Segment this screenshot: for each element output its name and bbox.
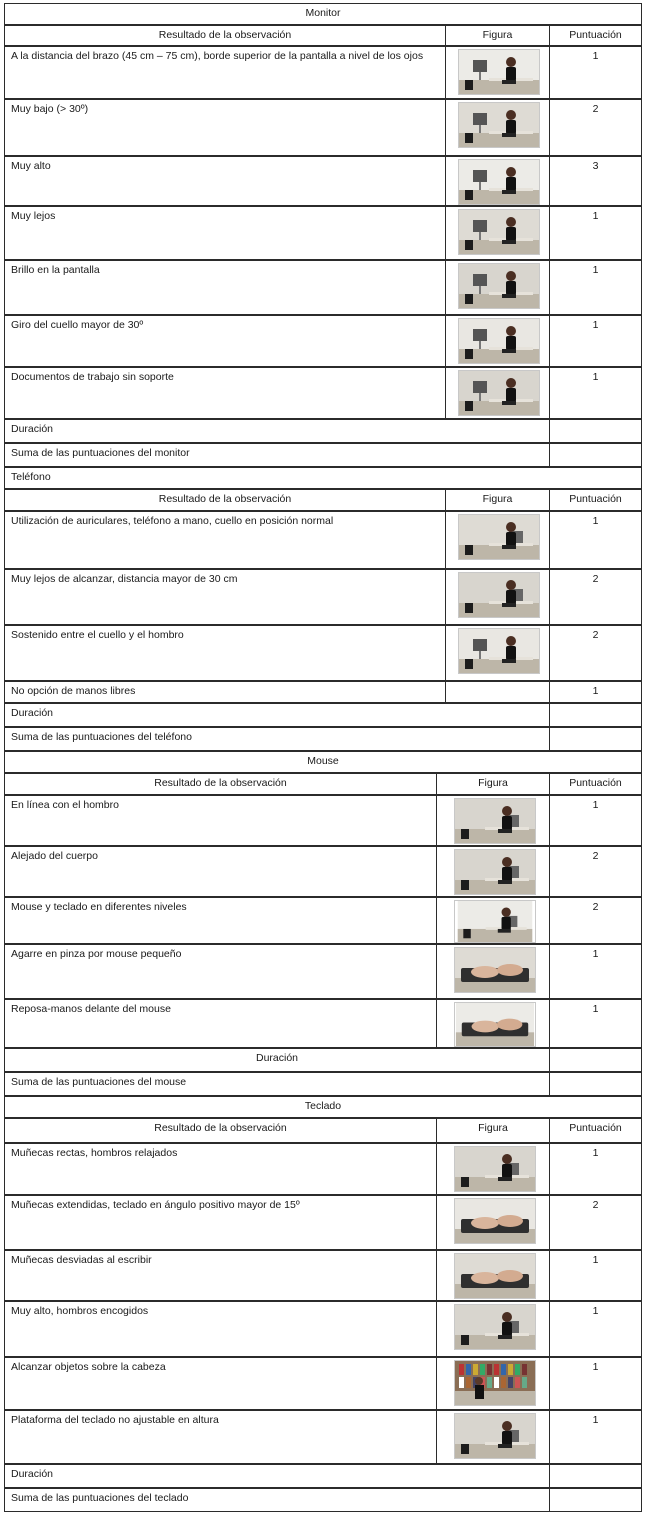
observation-text: Agarre en pinza por mouse pequeño [11, 948, 182, 960]
header-figure-text: Figura [482, 29, 513, 41]
figure-photo [458, 102, 540, 148]
score-value: 1 [592, 371, 599, 383]
table-row [4, 1195, 641, 1250]
table-row [4, 511, 641, 569]
figure-cell [445, 569, 550, 625]
observation-cell [4, 315, 446, 367]
score-value: 2 [592, 901, 599, 913]
observation-text: Reposa-manos delante del mouse [11, 1003, 171, 1015]
figure-cell [445, 681, 550, 703]
observation-cell [4, 1301, 437, 1357]
sum-text: Suma de las puntuaciones del mouse [11, 1076, 187, 1088]
observation-cell [4, 367, 446, 419]
figure-photo [454, 1253, 536, 1299]
observation-cell [4, 260, 446, 315]
sum-row [4, 443, 641, 467]
score-cell [549, 1301, 642, 1357]
table-row [4, 99, 641, 156]
score-value: 1 [592, 50, 599, 62]
section-title-text: Teléfono [11, 471, 51, 483]
score-cell [549, 1410, 642, 1464]
figure-cell [445, 625, 550, 681]
figure-photo [458, 628, 540, 674]
observation-cell [4, 1195, 437, 1250]
figure-photo [458, 318, 540, 364]
figure-photo [454, 947, 536, 993]
column-header-row [4, 1118, 641, 1143]
score-cell [549, 206, 642, 260]
figure-photo [458, 370, 540, 416]
observation-text: Giro del cuello mayor de 30º [11, 319, 144, 331]
column-header-row [4, 489, 641, 511]
score-value: 2 [592, 1199, 599, 1211]
column-header-row [4, 25, 641, 46]
score-value: 1 [592, 1305, 599, 1317]
observation-cell [4, 206, 446, 260]
score-value: 1 [592, 685, 599, 697]
header-score [549, 773, 642, 795]
header-observation-text: Resultado de la observación [154, 777, 287, 789]
score-value: 1 [592, 1003, 599, 1015]
observation-cell [4, 156, 446, 206]
observation-cell [4, 569, 446, 625]
table-row [4, 846, 641, 897]
sum-row [4, 1072, 641, 1096]
figure-photo [454, 1002, 536, 1047]
score-cell [549, 1143, 642, 1195]
observation-text: Muy bajo (> 30º) [11, 103, 89, 115]
header-observation-text: Resultado de la observación [154, 1122, 287, 1134]
observation-text: Muñecas rectas, hombros relajados [11, 1147, 178, 1159]
table-row [4, 46, 641, 99]
figure-cell [436, 1301, 550, 1357]
observation-text: Utilización de auriculares, teléfono a mano, cuello en posición normal [11, 515, 334, 527]
header-figure [445, 489, 550, 511]
duration-value-cell [549, 419, 642, 443]
section-title [4, 1096, 642, 1118]
figure-cell [445, 46, 550, 99]
score-cell [549, 156, 642, 206]
score-cell [549, 315, 642, 367]
score-cell [549, 1195, 642, 1250]
duration-label [4, 1464, 550, 1488]
figure-cell [445, 511, 550, 569]
duration-value-cell [549, 1464, 642, 1488]
section-title-text: Monitor [305, 7, 341, 19]
sum-row [4, 1488, 641, 1512]
section-title-row [4, 751, 641, 773]
table-row [4, 1143, 641, 1195]
header-observation-text: Resultado de la observación [158, 29, 292, 41]
section-title-row [4, 3, 641, 25]
figure-cell [436, 1195, 550, 1250]
figure-cell [445, 99, 550, 156]
score-cell [549, 625, 642, 681]
table-row [4, 315, 641, 367]
observation-text: Muy alto [11, 160, 51, 172]
figure-photo [458, 49, 540, 95]
figure-cell [436, 1143, 550, 1195]
duration-label [4, 1048, 550, 1072]
table-row [4, 1357, 641, 1410]
table-row [4, 897, 641, 944]
score-value: 1 [592, 1361, 599, 1373]
score-value: 1 [592, 799, 599, 811]
header-figure [436, 773, 550, 795]
score-value: 1 [592, 264, 599, 276]
observation-text: No opción de manos libres [11, 685, 136, 697]
score-cell [549, 511, 642, 569]
figure-cell [436, 897, 550, 944]
column-header-row [4, 773, 641, 795]
sum-value-cell [549, 1072, 642, 1096]
observation-cell [4, 795, 437, 846]
duration-label [4, 419, 550, 443]
table-row [4, 999, 641, 1048]
score-value: 1 [592, 1414, 599, 1426]
table-row [4, 569, 641, 625]
score-value: 1 [592, 210, 599, 222]
observation-text: Muy alto, hombros encogidos [11, 1305, 149, 1317]
observation-cell [4, 897, 437, 944]
sum-text: Suma de las puntuaciones del teclado [11, 1492, 189, 1504]
score-cell [549, 897, 642, 944]
table-row [4, 795, 641, 846]
figure-cell [436, 1357, 550, 1410]
score-cell [549, 944, 642, 999]
sum-value-cell [549, 727, 642, 751]
figure-photo [454, 849, 536, 895]
score-cell [549, 681, 642, 703]
duration-text: Duración [11, 1468, 54, 1480]
figure-cell [436, 846, 550, 897]
duration-value-cell [549, 1048, 642, 1072]
figure-photo [458, 159, 540, 205]
score-value: 2 [592, 850, 599, 862]
figure-cell [436, 999, 550, 1048]
table-row [4, 625, 641, 681]
score-cell [549, 367, 642, 419]
duration-row [4, 703, 641, 727]
observation-cell [4, 1250, 437, 1301]
header-observation-text: Resultado de la observación [158, 493, 292, 505]
score-value: 1 [592, 1147, 599, 1159]
observation-cell [4, 999, 437, 1048]
observation-cell [4, 46, 446, 99]
figure-photo [454, 798, 536, 844]
sum-text: Suma de las puntuaciones del monitor [11, 447, 190, 459]
observation-text: Muy lejos [11, 210, 56, 222]
figure-photo [458, 209, 540, 255]
score-cell [549, 795, 642, 846]
table-row [4, 944, 641, 999]
table-row [4, 1410, 641, 1464]
sum-label [4, 443, 550, 467]
figure-photo [458, 572, 540, 618]
header-figure-text: Figura [478, 1122, 508, 1134]
sum-label [4, 1072, 550, 1096]
section-title [4, 3, 642, 25]
figure-cell [445, 260, 550, 315]
figure-photo [454, 1198, 536, 1244]
score-cell [549, 99, 642, 156]
duration-text: Duración [11, 423, 54, 435]
figure-photo [454, 1360, 536, 1406]
observation-cell [4, 681, 446, 703]
score-cell [549, 1250, 642, 1301]
score-value: 1 [592, 319, 599, 331]
header-score-text: Puntuación [569, 777, 622, 789]
figure-cell [445, 156, 550, 206]
figure-cell [445, 206, 550, 260]
sum-label [4, 1488, 550, 1512]
header-observation [4, 25, 446, 46]
observation-text: En línea con el hombro [11, 799, 119, 811]
figure-cell [436, 944, 550, 999]
observation-text: Documentos de trabajo sin soporte [11, 371, 174, 383]
figure-photo [458, 514, 540, 560]
header-score [549, 489, 642, 511]
duration-label [4, 703, 550, 727]
sum-label [4, 727, 550, 751]
table-row [4, 206, 641, 260]
observation-text: A la distancia del brazo (45 cm – 75 cm), borde superior de la pantalla a nivel de los ojos [11, 50, 424, 62]
duration-text: Duración [11, 707, 54, 719]
header-observation [4, 773, 437, 795]
table-row [4, 681, 641, 703]
observation-text: Muy lejos de alcanzar, distancia mayor de 30 cm [11, 573, 238, 585]
figure-photo [454, 900, 536, 943]
observation-cell [4, 1357, 437, 1410]
duration-row [4, 419, 641, 443]
score-cell [549, 46, 642, 99]
score-cell [549, 1357, 642, 1410]
header-figure [445, 25, 550, 46]
header-observation [4, 489, 446, 511]
observation-cell [4, 846, 437, 897]
duration-row [4, 1464, 641, 1488]
table-row [4, 260, 641, 315]
section-title-text: Mouse [307, 755, 339, 767]
figure-photo [454, 1413, 536, 1459]
section-title [4, 467, 642, 489]
score-value: 1 [592, 515, 599, 527]
figure-photo [458, 263, 540, 309]
duration-value-cell [549, 703, 642, 727]
score-value: 2 [592, 103, 599, 115]
observation-cell [4, 1410, 437, 1464]
score-cell [549, 569, 642, 625]
sum-row [4, 727, 641, 751]
header-figure-text: Figura [482, 493, 513, 505]
observation-text: Alcanzar objetos sobre la cabeza [11, 1361, 166, 1373]
observation-text: Mouse y teclado en diferentes niveles [11, 901, 187, 913]
sum-value-cell [549, 1488, 642, 1512]
header-score-text: Puntuación [569, 29, 622, 41]
figure-cell [445, 315, 550, 367]
observation-cell [4, 511, 446, 569]
observation-text: Brillo en la pantalla [11, 264, 100, 276]
figure-cell [436, 1250, 550, 1301]
section-title [4, 751, 642, 773]
table-row [4, 367, 641, 419]
sum-text: Suma de las puntuaciones del teléfono [11, 731, 192, 743]
observation-text: Plataforma del teclado no ajustable en altura [11, 1414, 219, 1426]
score-value: 2 [592, 629, 599, 641]
score-value: 3 [592, 160, 599, 172]
observation-text: Sostenido entre el cuello y el hombro [11, 629, 184, 641]
figure-cell [436, 1410, 550, 1464]
observation-text: Alejado del cuerpo [11, 850, 98, 862]
header-score-text: Puntuación [569, 1122, 622, 1134]
section-title-row [4, 467, 641, 489]
sum-value-cell [549, 443, 642, 467]
header-figure-text: Figura [478, 777, 508, 789]
figure-photo [454, 1304, 536, 1350]
section-title-row [4, 1096, 641, 1118]
score-value: 1 [592, 948, 599, 960]
duration-row [4, 1048, 641, 1072]
figure-cell [445, 367, 550, 419]
score-cell [549, 846, 642, 897]
header-score-text: Puntuación [569, 493, 622, 505]
observation-text: Muñecas extendidas, teclado en ángulo positivo mayor de 15º [11, 1199, 300, 1211]
table-row [4, 156, 641, 206]
score-cell [549, 260, 642, 315]
header-observation [4, 1118, 437, 1143]
header-score [549, 1118, 642, 1143]
score-value: 1 [592, 1254, 599, 1266]
observation-cell [4, 944, 437, 999]
score-value: 2 [592, 573, 599, 585]
figure-cell [436, 795, 550, 846]
figure-photo [454, 1146, 536, 1192]
header-score [549, 25, 642, 46]
table-row [4, 1301, 641, 1357]
observation-cell [4, 1143, 437, 1195]
observation-cell [4, 99, 446, 156]
header-figure [436, 1118, 550, 1143]
score-cell [549, 999, 642, 1048]
observation-text: Muñecas desviadas al escribir [11, 1254, 152, 1266]
table-row [4, 1250, 641, 1301]
section-title-text: Teclado [304, 1100, 342, 1112]
observation-cell [4, 625, 446, 681]
duration-text: Duración [255, 1052, 299, 1064]
